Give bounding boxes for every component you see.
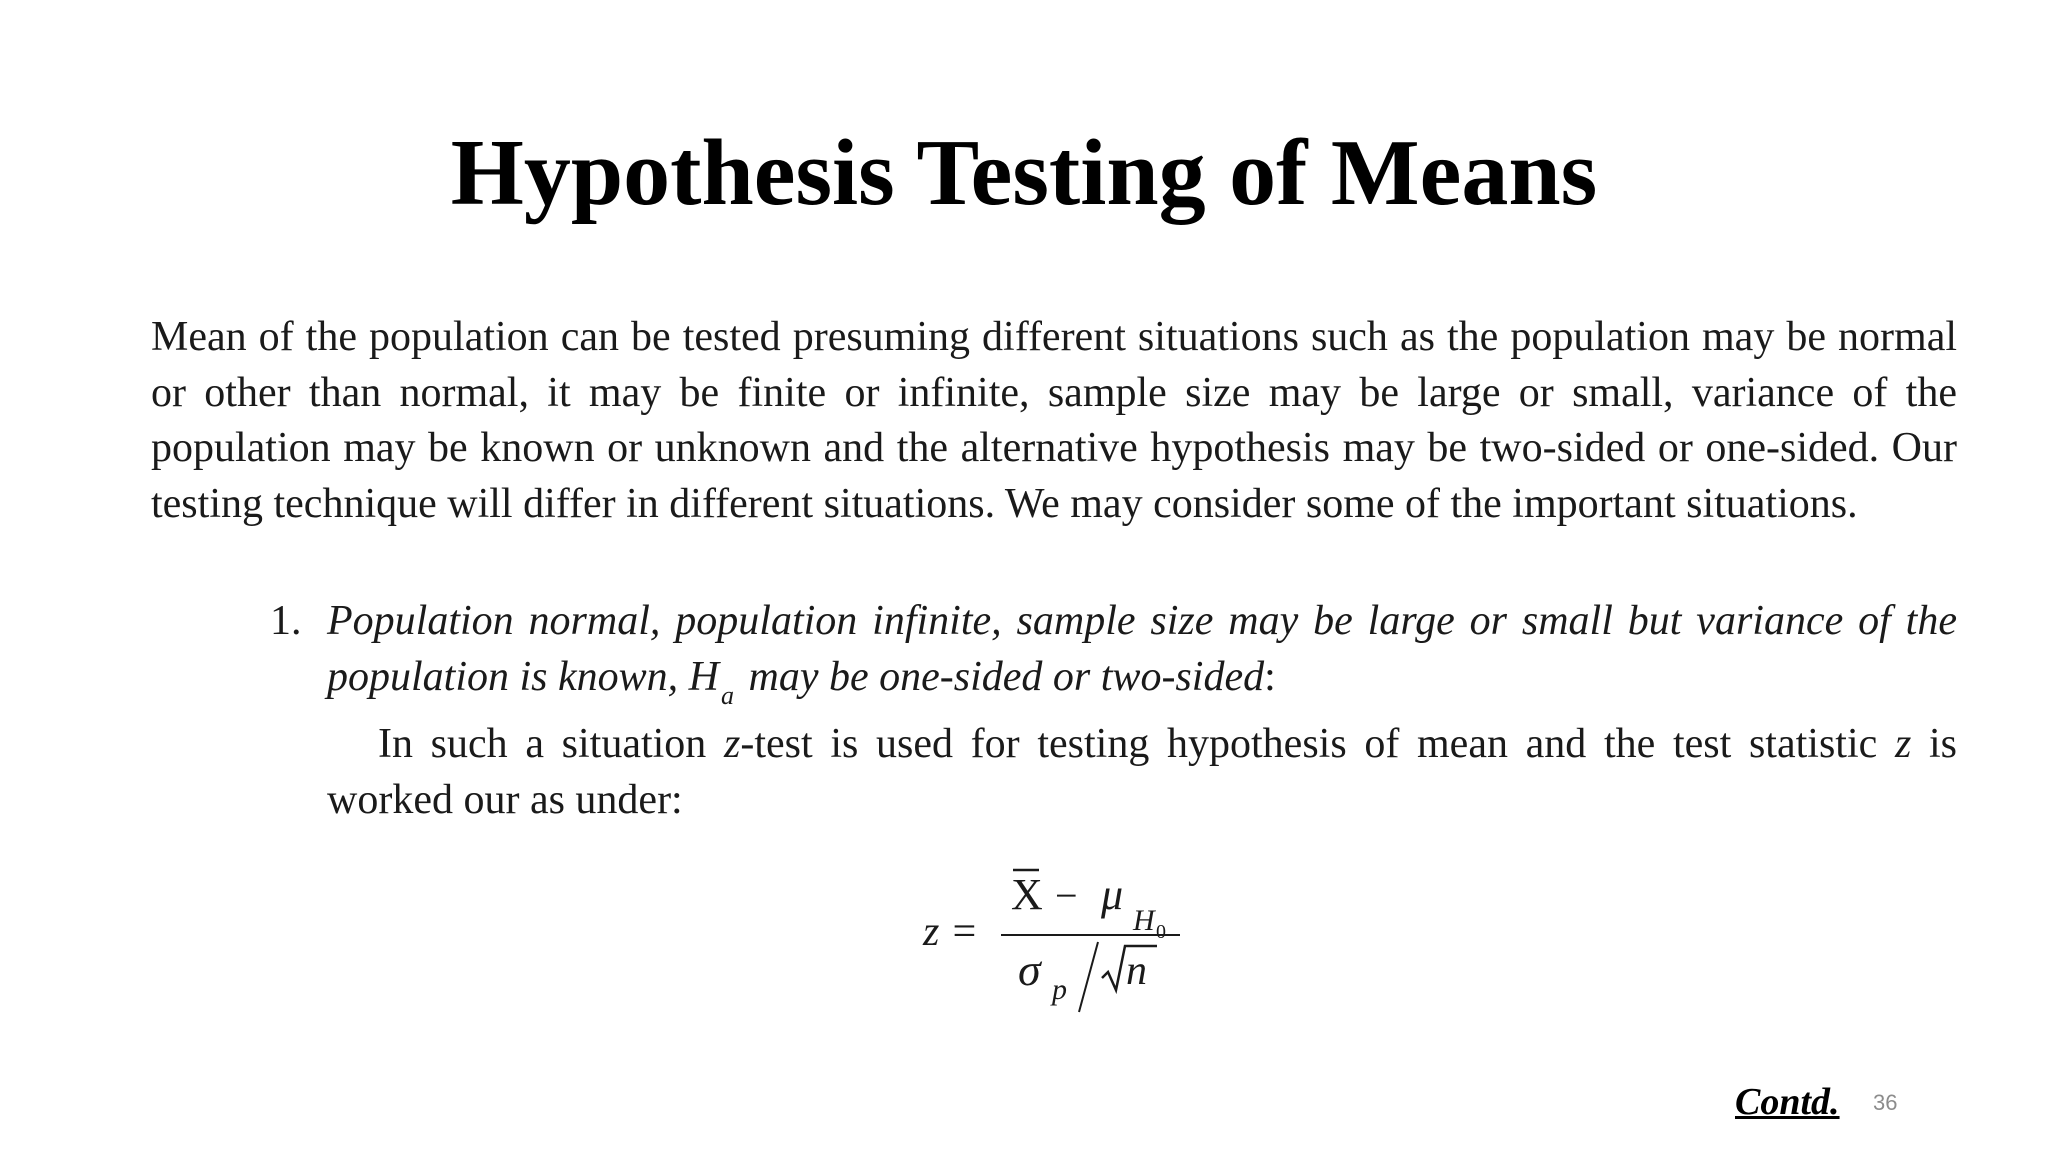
list-item-heading	[327, 593, 1957, 710]
heading-text-rest: may be one-sided or two-sided	[738, 654, 1265, 700]
heading-colon: :	[1264, 654, 1276, 700]
formula-x: X	[1011, 870, 1043, 919]
z-symbol: z	[723, 721, 741, 767]
z-symbol: z	[1894, 721, 1912, 767]
formula-lhs: z =	[923, 909, 979, 955]
heading-subscript: a	[721, 681, 735, 710]
formula-mu-sub: H	[1133, 904, 1155, 937]
heading-text: Population normal, population infinite, sample size may be large or small but variance of the population is known, H	[327, 598, 1957, 700]
division-slash	[1079, 942, 1098, 1012]
list-item	[270, 593, 1957, 828]
formula-sigma: σ	[1018, 944, 1041, 995]
para-text-1: In such a situation	[378, 721, 724, 767]
formula-n: n	[1126, 948, 1147, 994]
formula-sigma-sub: p	[1052, 973, 1067, 1006]
list-item-number: 1.	[270, 598, 302, 644]
slide-number: 36	[1873, 1090, 1898, 1115]
para-text-3: is worked our as under:	[327, 721, 1958, 823]
formula-mu-sub-index: 0	[1156, 921, 1166, 943]
contd-link[interactable]: Contd.	[1735, 1081, 1840, 1123]
situations-list	[270, 593, 1957, 828]
z-test-formula	[915, 862, 1195, 1022]
intro-paragraph: Mean of the population can be tested presuming different situations such as the population may be normal or other than normal, it may be finite or infinite, sample size may be large or small, variance of the population may be known or unknown and the alternative hypothesis may be two-sided or one-sided. Our testing technique will differ in different situations. We may consider some of the important situations.	[151, 314, 1957, 527]
formula-minus: −	[1055, 873, 1078, 918]
formula-mu: μ	[1101, 870, 1124, 919]
para-text-2: -test is used for testing hypothesis of mean and the test statistic	[740, 721, 1895, 767]
list-item-paragraph	[327, 716, 1957, 828]
slide-title: Hypothesis Testing of Means	[450, 121, 1598, 225]
